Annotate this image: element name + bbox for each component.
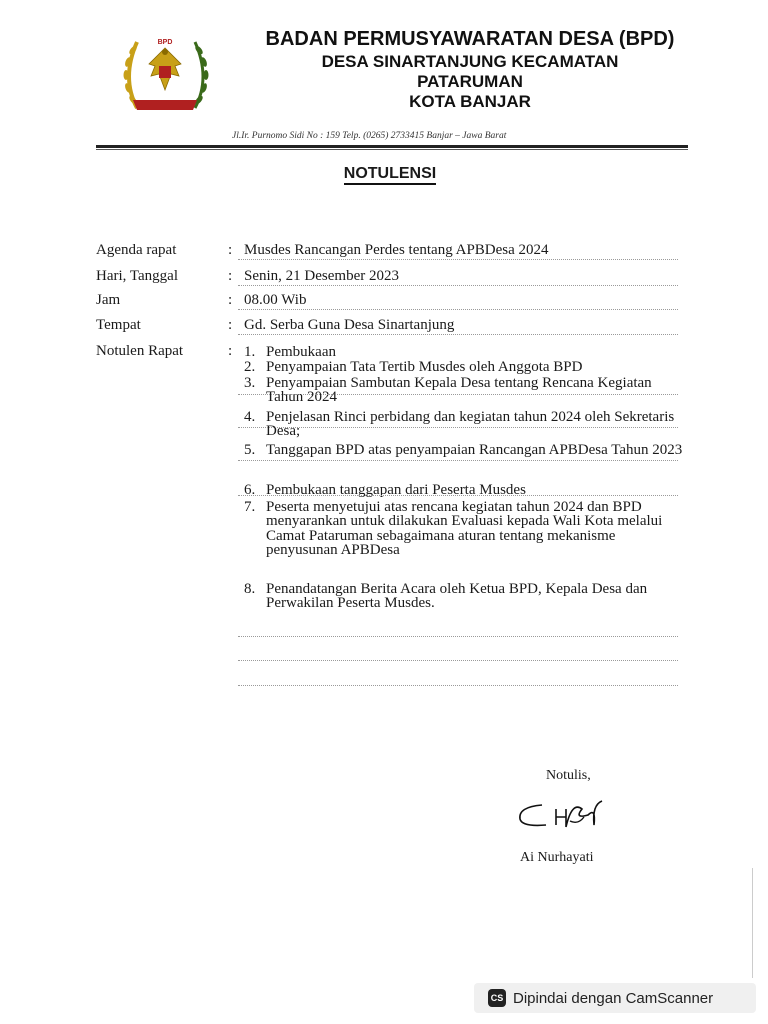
list-item: 7. Peserta menyetujui atas rencana kegiatan tahun 2024 dan BPD menyarankan untuk dilakukan Evaluasi kepada Wali Kota melalui Camat Pataruman sebagaimana aturan tentang mekanisme penyusunan APBDesa (244, 499, 663, 559)
dotted-line (238, 460, 678, 461)
org-city: KOTA BANJAR (409, 92, 531, 111)
letterhead-rule (96, 145, 688, 148)
field-label-agenda: Agenda rapat (96, 242, 177, 258)
list-item: 2. Penyampaian Tata Tertib Musdes oleh Anggota BPD (244, 359, 583, 375)
dotted-line (238, 636, 678, 637)
camscanner-label: Dipindai dengan CamScanner (513, 989, 714, 1007)
dotted-line (238, 309, 678, 310)
dotted-line (238, 394, 678, 395)
bpd-logo (115, 30, 215, 118)
field-colon: : (228, 343, 233, 359)
field-label-place: Tempat (96, 317, 141, 333)
camscanner-icon: CS (488, 989, 506, 1007)
list-item: 3. Penyampaian Sambutan Kepala Desa tentang Rencana Kegiatan Tahun 2024 (244, 375, 652, 406)
field-colon: : (228, 317, 233, 333)
svg-text:BPD: BPD (157, 39, 173, 46)
dotted-line (238, 660, 678, 661)
signer-role: Notulis, (546, 768, 591, 783)
field-colon: : (228, 292, 233, 308)
list-item: 4. Penjelasan Rinci perbidang dan kegiatan tahun 2024 oleh Sekretaris Desa; (244, 409, 675, 440)
org-village: DESA SINARTANJUNG KECAMATAN (321, 52, 619, 71)
list-item: 5. Tanggapan BPD atas penyampaian Rancangan APBDesa Tahun 2023 (244, 442, 683, 458)
field-colon: : (228, 242, 233, 258)
page-edge (752, 868, 753, 978)
signer-name: Ai Nurhayati (520, 850, 594, 865)
field-value-agenda: Musdes Rancangan Perdes tentang APBDesa 2024 (244, 242, 549, 258)
dotted-line (238, 427, 678, 428)
camscanner-badge (474, 983, 756, 1013)
org-name: BADAN PERMUSYAWARATAN DESA (BPD) (265, 28, 675, 50)
field-value-time: 08.00 Wib (244, 292, 307, 308)
field-value-date: Senin, 21 Desember 2023 (244, 268, 399, 284)
dotted-line (238, 685, 678, 686)
document-title: NOTULENSI (0, 165, 768, 183)
field-label-minutes: Notulen Rapat (96, 343, 184, 359)
letterhead-rule-thin (96, 149, 688, 150)
field-label-date: Hari, Tanggal (96, 268, 178, 284)
dotted-line (238, 259, 678, 260)
list-item: 8. Penandatangan Berita Acara oleh Ketua BPD, Kepala Desa dan Perwakilan Peserta Musdes. (244, 581, 648, 612)
dotted-line (238, 285, 678, 286)
list-item: 1. Pembukaan (244, 344, 336, 360)
field-value-place: Gd. Serba Guna Desa Sinartanjung (244, 317, 455, 333)
list-item: 6. Pembukaan tanggapan dari Peserta Musdes (244, 482, 526, 498)
dotted-line (238, 334, 678, 335)
signature (512, 795, 612, 839)
dotted-line (238, 495, 678, 496)
org-district: PATARUMAN (417, 72, 523, 91)
field-label-time: Jam (96, 292, 121, 308)
org-address: Jl.Ir. Purnomo Sidi No : 159 Telp. (0265) 2733415 Banjar – Jawa Barat (232, 131, 507, 141)
field-colon: : (228, 268, 233, 284)
